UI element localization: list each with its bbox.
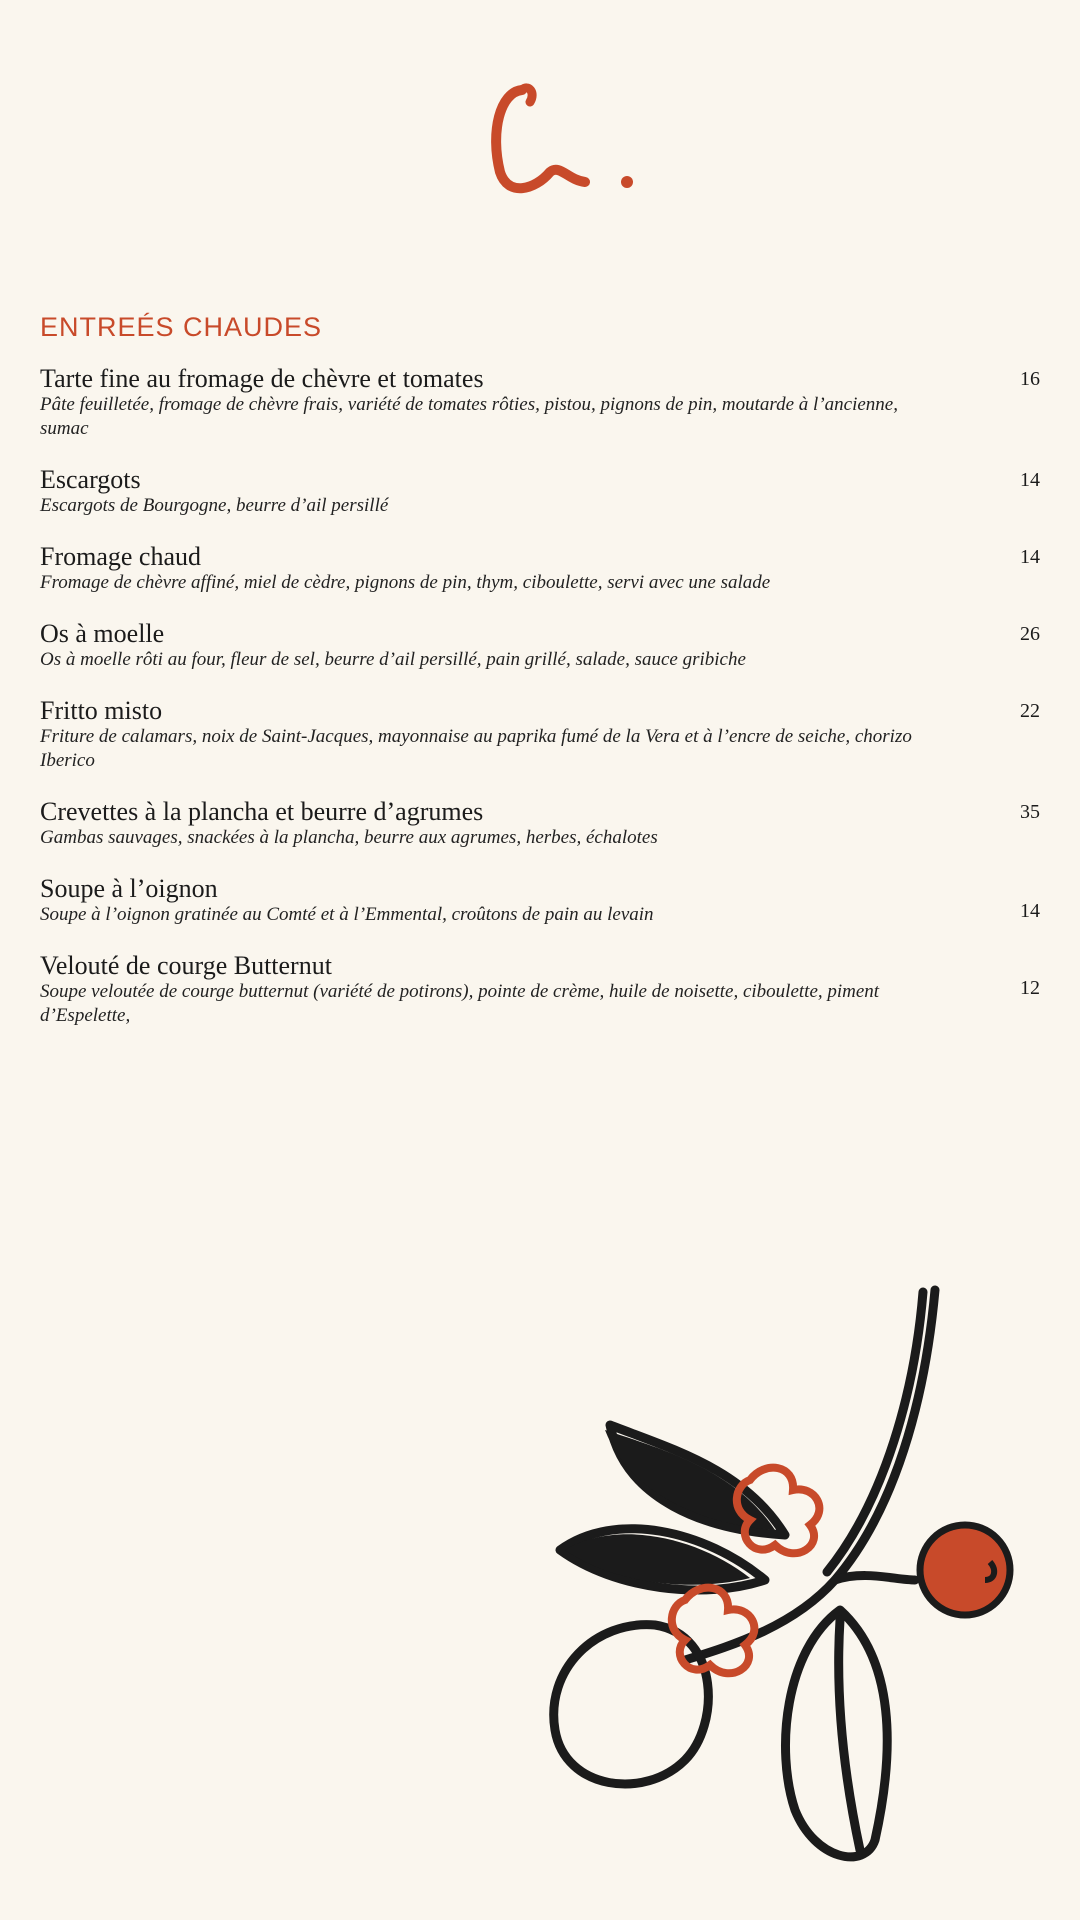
item-description: Soupe à l’oignon gratinée au Comté et à l’Emmental, croûtons de pain au levain [40, 904, 654, 925]
menu-item [40, 797, 1040, 850]
item-name: Soupe à l’oignon [40, 874, 218, 903]
item-price: 14 [1020, 900, 1040, 922]
item-price: 12 [1020, 977, 1040, 999]
item-name: Velouté de courge Butternut [40, 951, 332, 980]
item-description: Soupe veloutée de courge butternut (variété de potirons), pointe de crème, huile de noisette, ciboulette, piment d’Espelette, [40, 981, 880, 1026]
menu-item [40, 951, 1040, 1028]
item-price: 26 [1020, 623, 1040, 645]
item-name: Tarte fine au fromage de chèvre et tomates [40, 364, 484, 393]
item-name: Crevettes à la plancha et beurre d’agrumes [40, 797, 484, 826]
item-price: 14 [1020, 469, 1040, 491]
item-name: Fritto misto [40, 696, 163, 725]
item-name: Os à moelle [40, 619, 165, 648]
menu-item [40, 696, 1040, 773]
menu-item [40, 465, 1040, 518]
item-price: 22 [1020, 700, 1040, 722]
item-price: 14 [1020, 546, 1040, 568]
botanical-branch-icon [535, 1280, 1035, 1880]
item-description: Escargots de Bourgogne, beurre d’ail persillé [40, 495, 389, 516]
section-title: ENTREÉS CHAUDES [40, 312, 323, 342]
item-name: Escargots [40, 465, 141, 494]
menu-item [40, 874, 1040, 927]
item-description: Pâte feuilletée, fromage de chèvre frais, variété de tomates rôties, pistou, pignons de pin, moutarde à l’ancienne, sumac [40, 394, 898, 439]
menu-item [40, 619, 1040, 672]
item-description: Gambas sauvages, snackées à la plancha, beurre aux agrumes, herbes, échalotes [40, 827, 658, 848]
menu-item [40, 364, 1040, 441]
logo-icon [480, 72, 640, 212]
menu-list [40, 364, 1040, 1052]
item-description: Friture de calamars, noix de Saint-Jacques, mayonnaise au paprika fumé de la Vera et à l’encre de seiche, chorizo Iberico [40, 726, 912, 771]
item-price: 35 [1020, 801, 1040, 823]
item-name: Fromage chaud [40, 542, 202, 571]
item-description: Fromage de chèvre affiné, miel de cèdre, pignons de pin, thym, ciboulette, servi avec une salade [40, 572, 771, 593]
item-price: 16 [1020, 368, 1040, 390]
item-description: Os à moelle rôti au four, fleur de sel, beurre d’ail persillé, pain grillé, salade, sauce gribiche [40, 649, 746, 670]
menu-item [40, 542, 1040, 595]
